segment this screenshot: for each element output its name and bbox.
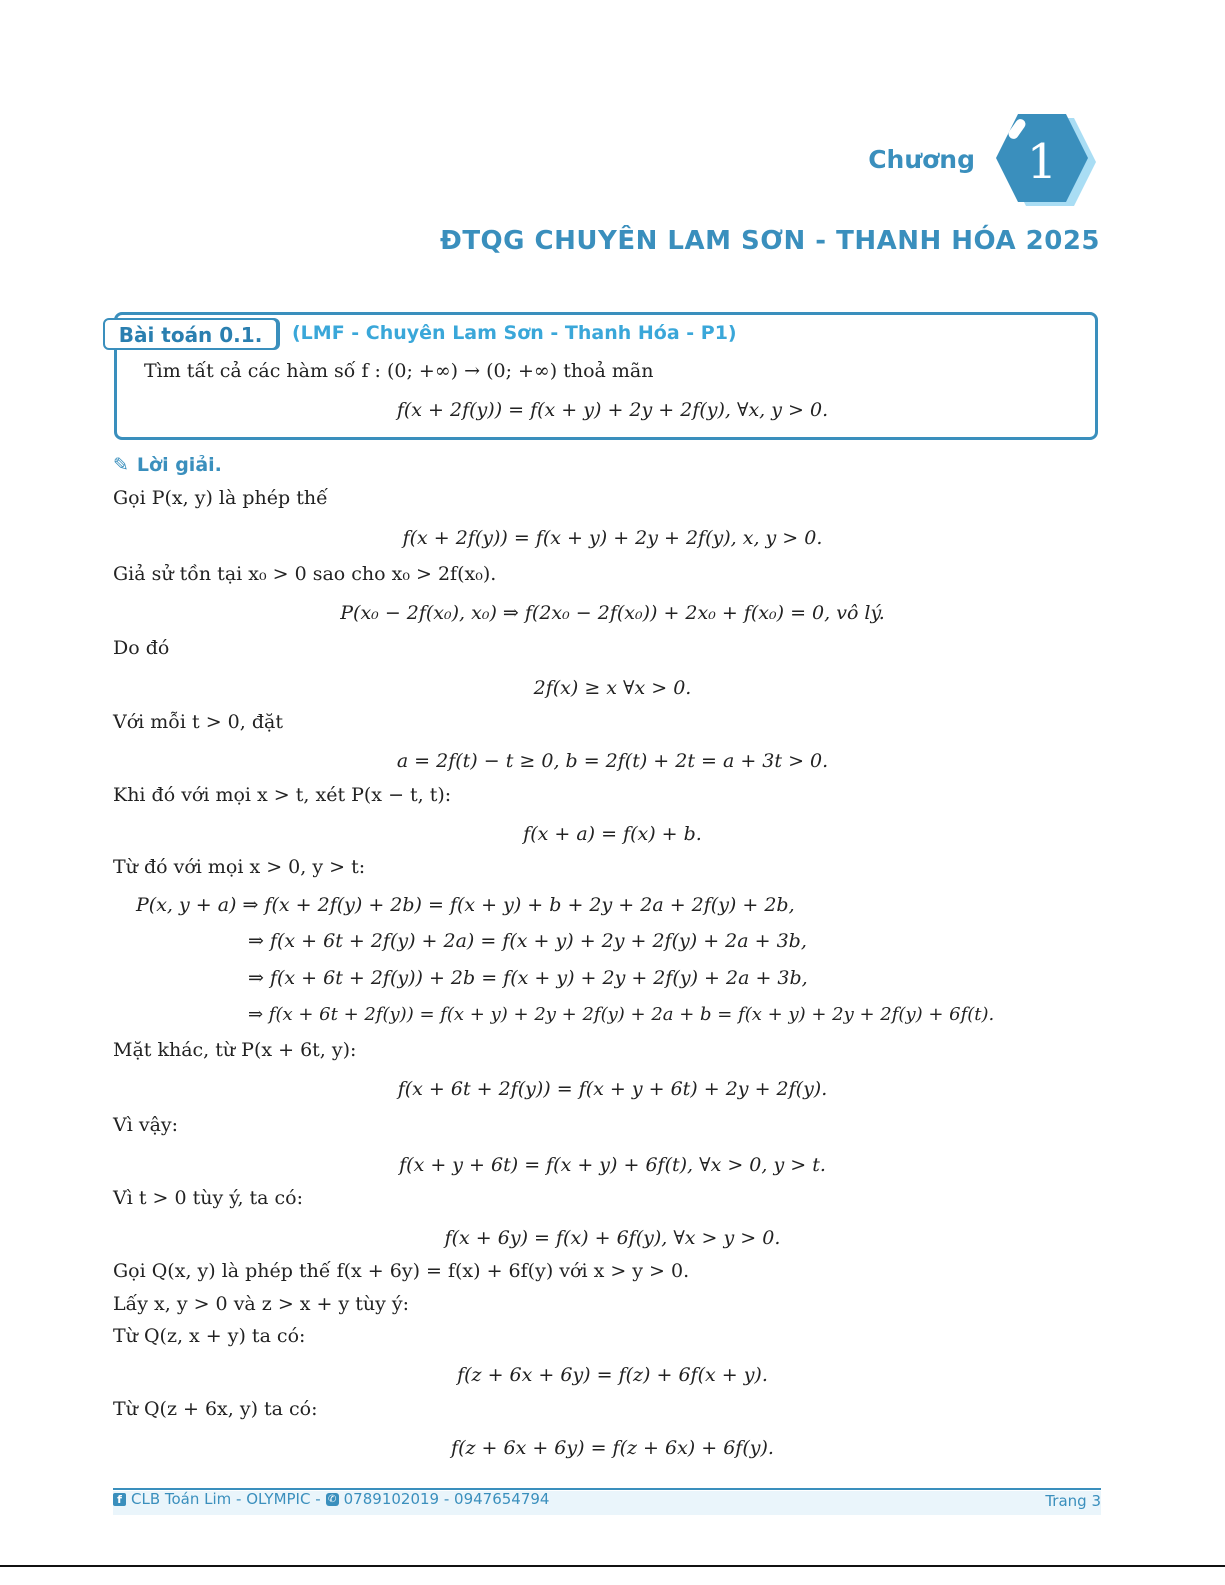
chapter-number-badge (990, 112, 1100, 212)
edit-icon: ✎ (113, 454, 129, 476)
footer-contact (113, 1490, 549, 1508)
phone-icon: ✆ (326, 1493, 339, 1506)
solution-equation: f(x + 2f(y)) = f(x + y) + 2y + 2f(y), x, y > 0. (402, 527, 823, 549)
problem-tag: Bài toán 0.1. (103, 318, 278, 350)
problem-equation: f(x + 2f(y)) = f(x + y) + 2y + 2f(y), ∀x, y > 0. (396, 399, 829, 421)
problem-statement: Tìm tất cả các hàm số f : (0; +∞) → (0; +∞) thoả mãn (144, 360, 654, 382)
bottom-rule (0, 1565, 1225, 1567)
footer-club: CLB Toán Lim - OLYMPIC - (131, 1490, 321, 1508)
solution-equation: f(x + 6y) = f(x) + 6f(y), ∀x > y > 0. (444, 1227, 781, 1249)
solution-line: Vì vậy: (113, 1114, 179, 1136)
solution-line: Giả sử tồn tại x₀ > 0 sao cho x₀ > 2f(x₀). (113, 563, 497, 585)
solution-equation: P(x₀ − 2f(x₀), x₀) ⇒ f(2x₀ − 2f(x₀)) + 2x₀ + f(x₀) = 0, vô lý. (340, 602, 885, 624)
solution-equation: f(z + 6x + 6y) = f(z) + 6f(x + y). (457, 1364, 768, 1386)
solution-line: Vì t > 0 tùy ý, ta có: (113, 1187, 304, 1209)
solution-equation: 2f(x) ≥ x ∀x > 0. (533, 677, 692, 699)
solution-derivation: ⇒ f(x + 6t + 2f(y) + 2a) = f(x + y) + 2y + 2f(y) + 2a + 3b, (248, 930, 807, 952)
solution-line: Với mỗi t > 0, đặt (113, 711, 283, 733)
chapter-number: 1 (1026, 134, 1058, 190)
solution-line: Khi đó với mọi x > t, xét P(x − t, t): (113, 784, 452, 806)
page-number: Trang 3 (1045, 1492, 1101, 1510)
solution-line: Do đó (113, 637, 170, 659)
solution-derivation: P(x, y + a) ⇒ f(x + 2f(y) + 2b) = f(x + y) + b + 2y + 2a + 2f(y) + 2b, (136, 894, 795, 916)
chapter-label: Chương (868, 145, 975, 174)
solution-line: Từ Q(z + 6x, y) ta có: (113, 1398, 318, 1420)
facebook-icon: f (113, 1493, 126, 1506)
solution-line: Mặt khác, từ P(x + 6t, y): (113, 1039, 357, 1061)
problem-source: (LMF - Chuyên Lam Sơn - Thanh Hóa - P1) (292, 322, 737, 344)
solution-line: Từ đó với mọi x > 0, y > t: (113, 856, 366, 878)
chapter-title: ĐTQG CHUYÊN LAM SƠN - THANH HÓA 2025 (440, 226, 1100, 256)
solution-line: Lấy x, y > 0 và z > x + y tùy ý: (113, 1293, 410, 1315)
solution-equation: f(x + a) = f(x) + b. (523, 823, 702, 845)
solution-line: Gọi P(x, y) là phép thế (113, 487, 328, 509)
footer-phones: 0789102019 - 0947654794 (343, 1490, 550, 1508)
solution-derivation: ⇒ f(x + 6t + 2f(y)) + 2b = f(x + y) + 2y + 2f(y) + 2a + 3b, (248, 967, 808, 989)
solution-equation: f(x + y + 6t) = f(x + y) + 6f(t), ∀x > 0, y > t. (399, 1154, 826, 1176)
solution-derivation: ⇒ f(x + 6t + 2f(y)) = f(x + y) + 2y + 2f(y) + 2a + b = f(x + y) + 2y + 2f(y) + 6f(t). (248, 1004, 995, 1025)
solution-line: Từ Q(z, x + y) ta có: (113, 1325, 306, 1347)
solution-heading: ✎ Lời giải. (113, 454, 222, 476)
solution-equation: a = 2f(t) − t ≥ 0, b = 2f(t) + 2t = a + 3t > 0. (396, 750, 829, 772)
solution-line: Gọi Q(x, y) là phép thế f(x + 6y) = f(x) + 6f(y) với x > y > 0. (113, 1260, 690, 1282)
solution-equation: f(x + 6t + 2f(y)) = f(x + y + 6t) + 2y + 2f(y). (397, 1078, 828, 1100)
solution-equation: f(z + 6x + 6y) = f(z + 6x) + 6f(y). (451, 1437, 774, 1459)
